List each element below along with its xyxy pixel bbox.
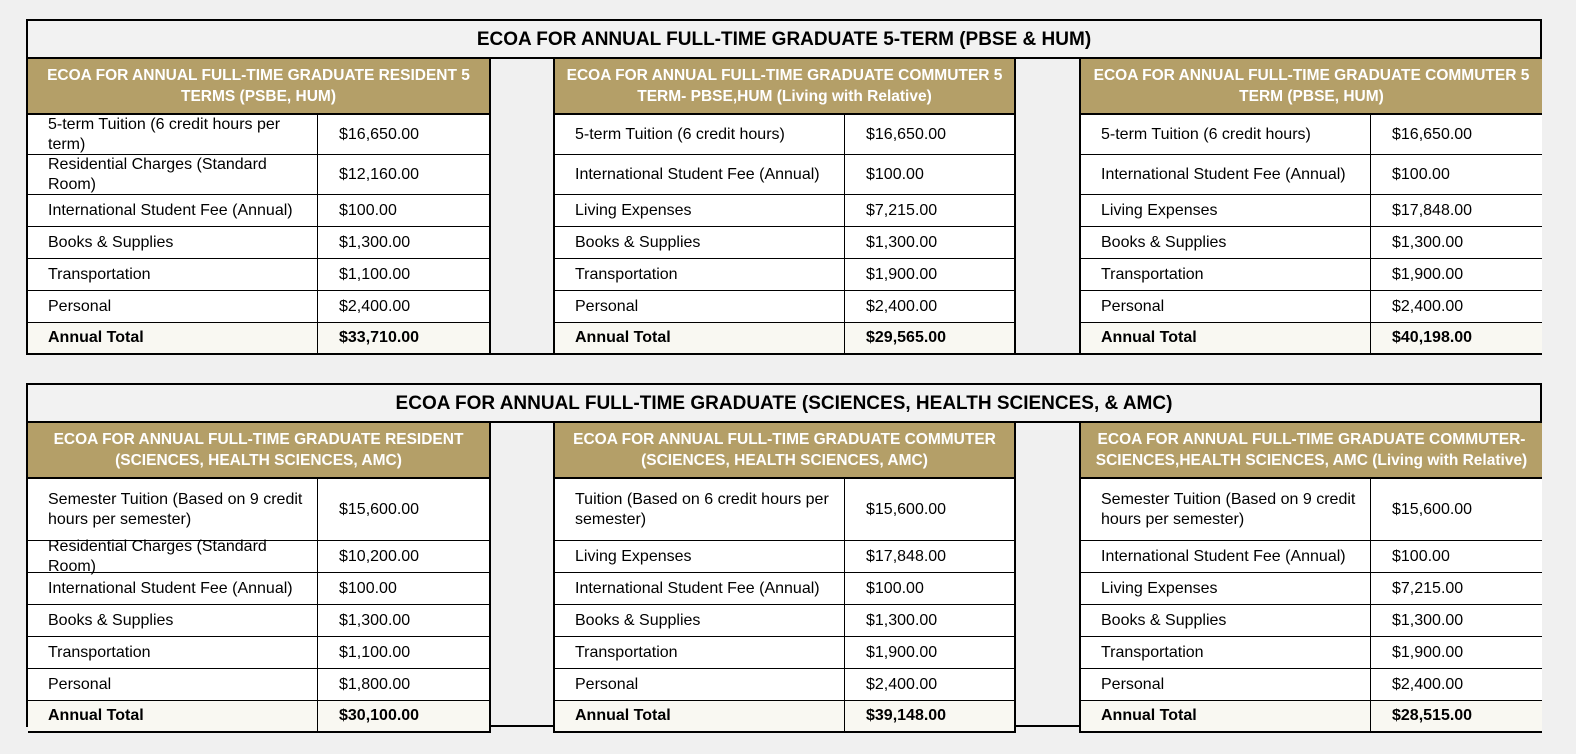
row-value: $16,650.00 — [339, 125, 420, 143]
row-label: Living Expenses — [1081, 195, 1371, 226]
row-value: $15,600.00 — [866, 500, 947, 518]
total-value: $39,148.00 — [866, 707, 947, 724]
row-label: Transportation — [1081, 259, 1371, 290]
row-label: Personal — [555, 669, 845, 700]
row-value: $100.00 — [1392, 547, 1450, 565]
row-value: $12,160.00 — [339, 165, 420, 183]
row-value: $1,100.00 — [339, 643, 411, 661]
total-row — [555, 323, 1014, 353]
table-header: ECOA FOR ANNUAL FULL-TIME GRADUATE COMMUTER-SCIENCES,HEALTH SCIENCES, AMC (Living with Relative) — [1081, 423, 1542, 479]
table-row — [28, 115, 489, 155]
table-row — [555, 605, 1014, 637]
total-row — [555, 701, 1014, 731]
row-value: $16,650.00 — [1392, 125, 1473, 143]
table-row — [555, 155, 1014, 195]
row-value: $1,300.00 — [339, 233, 411, 251]
total-label: Annual Total — [1081, 701, 1371, 731]
table-row — [555, 291, 1014, 323]
total-value: $30,100.00 — [339, 707, 420, 724]
table-row — [1081, 669, 1542, 701]
row-label: Books & Supplies — [555, 605, 845, 636]
row-value: $100.00 — [866, 579, 924, 597]
row-label: International Student Fee (Annual) — [555, 155, 845, 194]
table-row — [555, 573, 1014, 605]
row-label: Books & Supplies — [1081, 605, 1371, 636]
row-value: $100.00 — [1392, 165, 1450, 183]
row-value: $7,215.00 — [866, 201, 938, 219]
table-row — [28, 637, 489, 669]
total-label: Annual Total — [28, 701, 318, 731]
table-header: ECOA FOR ANNUAL FULL-TIME GRADUATE COMMUTER 5 TERM (PBSE, HUM) — [1081, 59, 1542, 115]
table-row — [28, 573, 489, 605]
table-row — [1081, 637, 1542, 669]
row-value: $1,300.00 — [866, 611, 938, 629]
row-label: Semester Tuition (Based on 9 credit hours per semester) — [28, 479, 318, 540]
section-title: ECOA FOR ANNUAL FULL-TIME GRADUATE (SCIENCES, HEALTH SCIENCES, & AMC) — [28, 385, 1540, 423]
table-row — [1081, 195, 1542, 227]
row-label: Transportation — [1081, 637, 1371, 668]
row-value: $15,600.00 — [339, 500, 420, 518]
row-label: Transportation — [555, 637, 845, 668]
row-label: Semester Tuition (Based on 9 credit hours per semester) — [1081, 479, 1371, 540]
row-value: $1,300.00 — [1392, 233, 1464, 251]
row-label: Books & Supplies — [28, 605, 318, 636]
row-value: $1,300.00 — [866, 233, 938, 251]
table-row — [555, 115, 1014, 155]
total-value: $33,710.00 — [339, 329, 420, 346]
row-label: Transportation — [28, 259, 318, 290]
table-row — [28, 605, 489, 637]
row-label: Living Expenses — [555, 195, 845, 226]
row-label: Living Expenses — [1081, 573, 1371, 604]
row-label: International Student Fee (Annual) — [555, 573, 845, 604]
row-value: $1,900.00 — [1392, 643, 1464, 661]
table-header: ECOA FOR ANNUAL FULL-TIME GRADUATE COMMUTER (SCIENCES, HEALTH SCIENCES, AMC) — [555, 423, 1014, 479]
table-row — [555, 669, 1014, 701]
table-row — [555, 637, 1014, 669]
table-header: ECOA FOR ANNUAL FULL-TIME GRADUATE RESIDENT 5 TERMS (PSBE, HUM) — [28, 59, 489, 115]
table-row — [28, 479, 489, 541]
row-value: $2,400.00 — [1392, 675, 1464, 693]
total-value: $29,565.00 — [866, 329, 947, 346]
table-row — [555, 541, 1014, 573]
row-label: 5-term Tuition (6 credit hours per term) — [28, 115, 318, 154]
cost-table-resident — [28, 423, 491, 733]
row-label: Personal — [28, 669, 318, 700]
table-row — [1081, 291, 1542, 323]
row-label: Transportation — [555, 259, 845, 290]
table-row — [1081, 479, 1542, 541]
row-value: $7,215.00 — [1392, 579, 1464, 597]
row-value: $1,300.00 — [339, 611, 411, 629]
row-label: Personal — [1081, 291, 1371, 322]
row-value: $1,800.00 — [339, 675, 411, 693]
total-label: Annual Total — [555, 323, 845, 353]
cost-table-commuter — [1079, 59, 1542, 355]
row-value: $2,400.00 — [866, 675, 938, 693]
row-label: Residential Charges (Standard Room) — [28, 541, 318, 572]
row-label: Books & Supplies — [1081, 227, 1371, 258]
row-value: $2,400.00 — [866, 297, 938, 315]
section-5-term — [26, 19, 1542, 355]
table-row — [1081, 115, 1542, 155]
total-row — [28, 701, 489, 731]
table-row — [28, 155, 489, 195]
row-label: Personal — [1081, 669, 1371, 700]
table-row — [1081, 573, 1542, 605]
row-label: Personal — [28, 291, 318, 322]
row-label: 5-term Tuition (6 credit hours) — [555, 115, 845, 154]
table-header: ECOA FOR ANNUAL FULL-TIME GRADUATE COMMUTER 5 TERM- PBSE,HUM (Living with Relative) — [555, 59, 1014, 115]
cost-table-commuter-relative — [553, 59, 1016, 355]
cost-table-resident — [28, 59, 491, 355]
row-label: Transportation — [28, 637, 318, 668]
section-title: ECOA FOR ANNUAL FULL-TIME GRADUATE 5-TERM (PBSE & HUM) — [28, 21, 1540, 59]
table-row — [28, 537, 489, 575]
row-value: $100.00 — [339, 201, 397, 219]
cost-table-commuter — [553, 423, 1016, 733]
table-row — [555, 479, 1014, 541]
row-value: $17,848.00 — [866, 547, 947, 565]
row-value: $1,900.00 — [1392, 265, 1464, 283]
table-row — [1081, 227, 1542, 259]
row-value: $2,400.00 — [1392, 297, 1464, 315]
row-value: $2,400.00 — [339, 297, 411, 315]
table-row — [555, 227, 1014, 259]
total-row — [28, 323, 489, 353]
row-label: Tuition (Based on 6 credit hours per semester) — [555, 479, 845, 540]
table-row — [28, 227, 489, 259]
section-sciences — [26, 383, 1542, 727]
table-header: ECOA FOR ANNUAL FULL-TIME GRADUATE RESIDENT (SCIENCES, HEALTH SCIENCES, AMC) — [28, 423, 489, 479]
row-value: $1,100.00 — [339, 265, 411, 283]
table-row — [1081, 155, 1542, 195]
total-row — [1081, 701, 1542, 731]
row-label: International Student Fee (Annual) — [28, 573, 318, 604]
table-row — [28, 669, 489, 701]
row-label: International Student Fee (Annual) — [28, 195, 318, 226]
table-row — [1081, 259, 1542, 291]
row-value: $17,848.00 — [1392, 201, 1473, 219]
row-label: Books & Supplies — [28, 227, 318, 258]
row-label: International Student Fee (Annual) — [1081, 541, 1371, 572]
cost-table-commuter-relative — [1079, 423, 1542, 733]
total-label: Annual Total — [28, 323, 318, 353]
row-value: $1,300.00 — [1392, 611, 1464, 629]
row-value: $10,200.00 — [339, 547, 420, 565]
table-row — [555, 259, 1014, 291]
row-value: $100.00 — [866, 165, 924, 183]
total-label: Annual Total — [555, 701, 845, 731]
total-row — [1081, 323, 1542, 353]
row-value: $15,600.00 — [1392, 500, 1473, 518]
table-row — [1081, 605, 1542, 637]
row-label: Living Expenses — [555, 541, 845, 572]
total-value: $28,515.00 — [1392, 707, 1473, 724]
row-value: $1,900.00 — [866, 265, 938, 283]
total-value: $40,198.00 — [1392, 329, 1473, 346]
table-row — [28, 195, 489, 227]
row-label: 5-term Tuition (6 credit hours) — [1081, 115, 1371, 154]
row-label: International Student Fee (Annual) — [1081, 155, 1371, 194]
row-label: Residential Charges (Standard Room) — [28, 155, 318, 194]
table-row — [28, 259, 489, 291]
row-value: $1,900.00 — [866, 643, 938, 661]
row-label: Books & Supplies — [555, 227, 845, 258]
total-label: Annual Total — [1081, 323, 1371, 353]
row-value: $16,650.00 — [866, 125, 947, 143]
table-row — [555, 195, 1014, 227]
row-value: $100.00 — [339, 579, 397, 597]
row-label: Personal — [555, 291, 845, 322]
table-row — [28, 291, 489, 323]
table-row — [1081, 541, 1542, 573]
